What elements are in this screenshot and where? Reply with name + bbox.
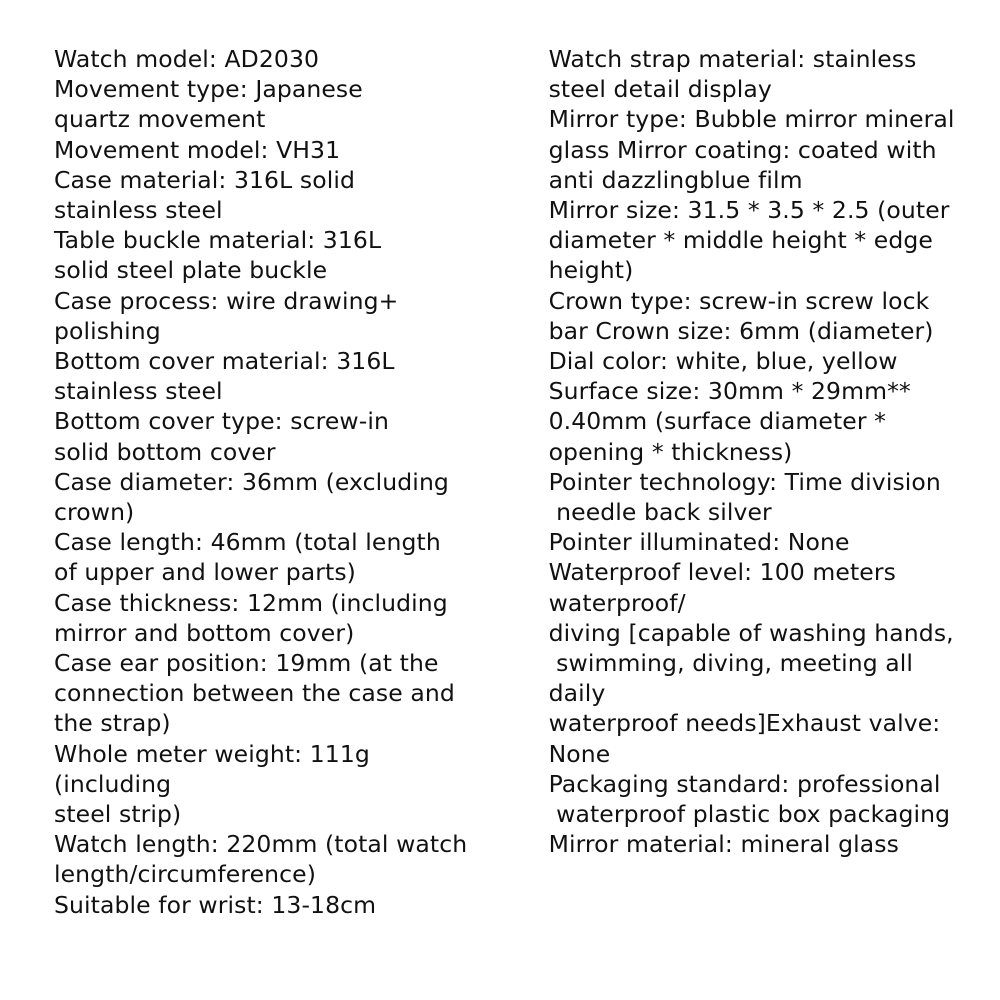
- spec-line: steel detail display: [548, 75, 772, 104]
- spec-line: Whole meter weight: 111g (including: [54, 739, 378, 798]
- spec-line: Case process: wire drawing+: [54, 286, 399, 315]
- spec-line: quartz movement: [54, 105, 266, 134]
- spec-line: stainless steel: [54, 377, 223, 406]
- spec-line: diameter * middle height * edge: [548, 226, 933, 255]
- spec-line: solid steel plate buckle: [54, 256, 328, 285]
- spec-line: Dial color: white, blue, yellow: [548, 347, 898, 376]
- spec-line: Case diameter: 36mm (excluding: [54, 467, 449, 496]
- spec-column-left: [54, 44, 497, 920]
- spec-line: waterproof plastic box packaging: [548, 800, 951, 829]
- spec-line: Table buckle material: 316L: [54, 226, 382, 255]
- spec-line: of upper and lower parts): [54, 558, 356, 587]
- spec-line: solid bottom cover: [54, 437, 276, 466]
- spec-line: Mirror material: mineral glass: [548, 830, 899, 859]
- spec-line: steel strip): [54, 800, 182, 829]
- spec-line: Surface size: 30mm * 29mm**: [548, 377, 911, 406]
- spec-line: bar Crown size: 6mm (diameter): [548, 316, 934, 345]
- spec-line: Suitable for wrist: 13-18cm: [54, 890, 377, 919]
- spec-line: Watch model: AD2030: [54, 45, 320, 73]
- spec-line: Waterproof level: 100 meters: [548, 558, 896, 587]
- spec-line: Bottom cover material: 316L: [54, 347, 395, 376]
- spec-line: length/circumference): [54, 860, 316, 889]
- spec-line: Watch length: 220mm (total watch: [54, 830, 468, 859]
- spec-line: Pointer illuminated: None: [548, 528, 850, 557]
- spec-line: stainless steel: [54, 196, 223, 225]
- spec-line: Crown type: screw-in screw lock: [548, 286, 930, 315]
- spec-line: Movement type: Japanese: [54, 75, 363, 104]
- spec-line: Case thickness: 12mm (including: [54, 588, 448, 617]
- spec-line: needle back silver: [548, 498, 772, 527]
- spec-line: 0.40mm (surface diameter *: [548, 407, 886, 436]
- spec-line: mirror and bottom cover): [54, 618, 355, 647]
- spec-line: waterproof/: [548, 588, 686, 617]
- spec-line: Mirror size: 31.5 * 3.5 * 2.5 (outer: [548, 196, 950, 225]
- spec-line: Case material: 316L solid: [54, 165, 355, 194]
- spec-line: swimming, diving, meeting all daily: [548, 649, 921, 708]
- spec-line: crown): [54, 498, 135, 527]
- spec-line: Pointer technology: Time division: [548, 467, 941, 496]
- spec-line: Case length: 46mm (total length: [54, 528, 441, 557]
- spec-line: Watch strap material: stainless: [548, 45, 917, 73]
- spec-line: glass Mirror coating: coated with: [548, 135, 937, 164]
- spec-line: connection between the case and: [54, 679, 455, 708]
- spec-line: Movement model: VH31: [54, 135, 341, 164]
- spec-line: waterproof needs]Exhaust valve: None: [548, 709, 948, 768]
- spec-line: Bottom cover type: screw-in: [54, 407, 389, 436]
- spec-line: opening * thickness): [548, 437, 793, 466]
- spec-line: the strap): [54, 709, 171, 738]
- spec-line: diving [capable of washing hands,: [548, 618, 954, 647]
- spec-line: anti dazzlingblue film: [548, 165, 803, 194]
- spec-line: Packaging standard: professional: [548, 769, 941, 798]
- spec-line: height): [548, 256, 634, 285]
- spec-line: Mirror type: Bubble mirror mineral: [548, 105, 955, 134]
- spec-line: Case ear position: 19mm (at the: [54, 649, 439, 678]
- spec-column-right: [497, 44, 960, 859]
- spec-line: polishing: [54, 316, 161, 345]
